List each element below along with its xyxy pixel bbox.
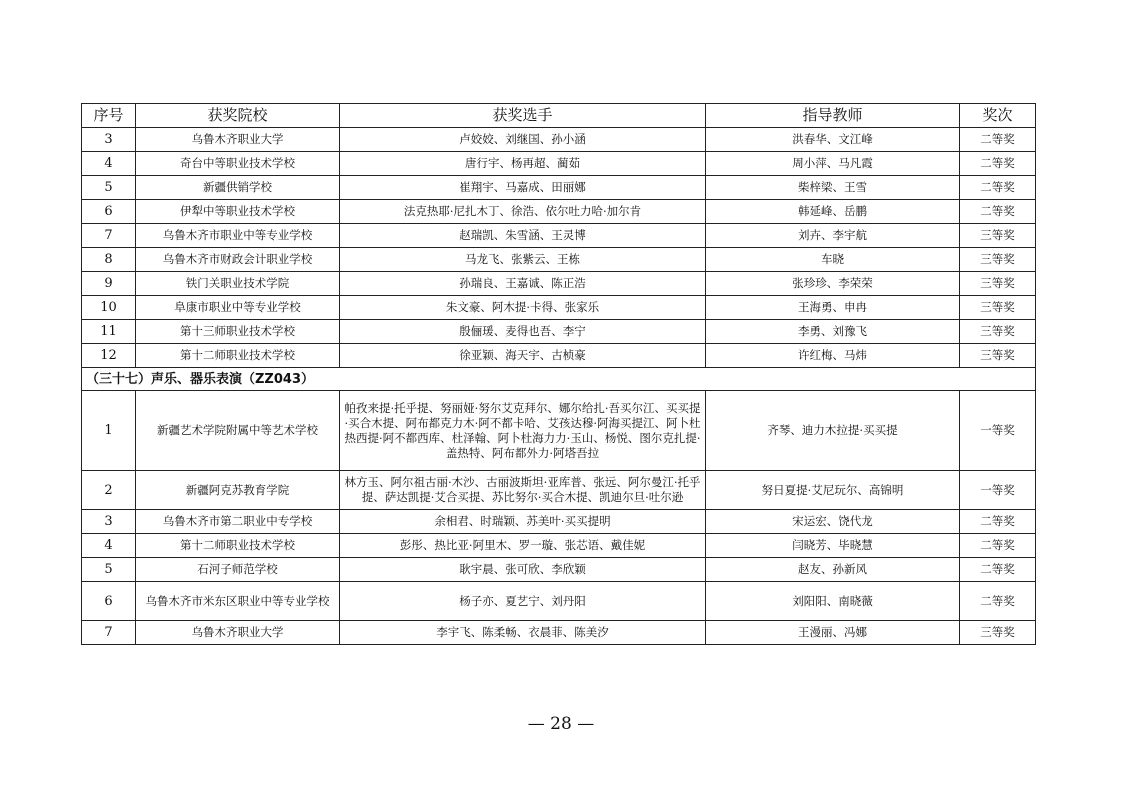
cell-award: 三等奖 — [960, 296, 1036, 320]
cell-players: 彭彤、热比亚·阿里木、罗一璇、张芯语、戴佳妮 — [340, 534, 706, 558]
cell-school: 乌鲁木齐市第二职业中专学校 — [136, 510, 340, 534]
cell-no: 4 — [82, 534, 136, 558]
cell-players: 杨子亦、夏艺宁、刘丹阳 — [340, 582, 706, 621]
cell-no: 9 — [82, 272, 136, 296]
cell-school: 石河子师范学校 — [136, 558, 340, 582]
header-no: 序号 — [82, 104, 136, 128]
cell-players: 耿宇晨、张可欣、李欣颖 — [340, 558, 706, 582]
cell-school: 新疆阿克苏教育学院 — [136, 471, 340, 510]
header-school: 获奖院校 — [136, 104, 340, 128]
table-row — [82, 510, 1036, 534]
cell-no: 6 — [82, 582, 136, 621]
cell-school: 乌鲁木齐职业大学 — [136, 128, 340, 152]
table-row — [82, 621, 1036, 645]
table-row — [82, 320, 1036, 344]
cell-no: 4 — [82, 152, 136, 176]
cell-players: 法克热耶·尼扎木丁、徐浩、依尔吐力哈·加尔肯 — [340, 200, 706, 224]
cell-players: 赵瑞凯、朱雪涵、王灵博 — [340, 224, 706, 248]
cell-award: 二等奖 — [960, 510, 1036, 534]
table-row — [82, 152, 1036, 176]
cell-school: 阜康市职业中等专业学校 — [136, 296, 340, 320]
cell-school: 乌鲁木齐职业大学 — [136, 621, 340, 645]
cell-award: 一等奖 — [960, 391, 1036, 471]
cell-award: 三等奖 — [960, 272, 1036, 296]
cell-teachers: 闫晓芳、毕晓慧 — [706, 534, 960, 558]
cell-award: 二等奖 — [960, 176, 1036, 200]
cell-no: 3 — [82, 510, 136, 534]
page-number: — 28 — — [527, 714, 595, 734]
awards-table — [81, 103, 1036, 645]
cell-players: 李宇飞、陈柔畅、衣晨菲、陈美汐 — [340, 621, 706, 645]
cell-teachers: 宋运宏、饶代龙 — [706, 510, 960, 534]
cell-award: 二等奖 — [960, 152, 1036, 176]
cell-school: 第十二师职业技术学校 — [136, 344, 340, 368]
cell-no: 12 — [82, 344, 136, 368]
table-row — [82, 296, 1036, 320]
cell-school: 铁门关职业技术学院 — [136, 272, 340, 296]
table-row — [82, 558, 1036, 582]
cell-award: 三等奖 — [960, 248, 1036, 272]
cell-award: 二等奖 — [960, 200, 1036, 224]
cell-players: 孙瑞良、王嘉诚、陈正浩 — [340, 272, 706, 296]
table-header-row — [82, 104, 1036, 128]
table-row — [82, 272, 1036, 296]
cell-award: 三等奖 — [960, 344, 1036, 368]
cell-school: 第十三师职业技术学校 — [136, 320, 340, 344]
cell-teachers: 努日夏提·艾尼玩尔、高锦明 — [706, 471, 960, 510]
cell-teachers: 韩延峰、岳鹏 — [706, 200, 960, 224]
cell-no: 1 — [82, 391, 136, 471]
cell-award: 二等奖 — [960, 128, 1036, 152]
header-award: 奖次 — [960, 104, 1036, 128]
cell-school: 乌鲁木齐市职业中等专业学校 — [136, 224, 340, 248]
table-row — [82, 391, 1036, 471]
table-row — [82, 224, 1036, 248]
cell-award: 一等奖 — [960, 471, 1036, 510]
header-players: 获奖选手 — [340, 104, 706, 128]
cell-school: 乌鲁木齐市财政会计职业学校 — [136, 248, 340, 272]
table-row — [82, 176, 1036, 200]
cell-teachers: 刘阳阳、南晓薇 — [706, 582, 960, 621]
cell-players: 崔翔宇、马嘉成、田丽娜 — [340, 176, 706, 200]
cell-teachers: 王漫丽、冯娜 — [706, 621, 960, 645]
cell-no: 2 — [82, 471, 136, 510]
cell-teachers: 洪春华、文江峰 — [706, 128, 960, 152]
cell-teachers: 刘卉、李宇航 — [706, 224, 960, 248]
cell-players: 朱文豪、阿木提·卡得、张家乐 — [340, 296, 706, 320]
cell-players: 唐行宇、杨再超、蔺茹 — [340, 152, 706, 176]
cell-no: 10 — [82, 296, 136, 320]
cell-teachers: 齐琴、迪力木拉提·买买提 — [706, 391, 960, 471]
header-teachers: 指导教师 — [706, 104, 960, 128]
cell-players: 林方玉、阿尔祖古丽·木沙、古丽波斯坦·亚库普、张远、阿尔曼江·托乎提、萨达凯提·艾合买提、苏比努尔·买合木提、凯迪尔旦·吐尔逊 — [340, 471, 706, 510]
cell-players: 徐亚颖、海天宇、古桢豪 — [340, 344, 706, 368]
cell-no: 6 — [82, 200, 136, 224]
table-row — [82, 471, 1036, 510]
cell-award: 三等奖 — [960, 224, 1036, 248]
cell-teachers: 车晓 — [706, 248, 960, 272]
cell-school: 第十二师职业技术学校 — [136, 534, 340, 558]
cell-no: 5 — [82, 176, 136, 200]
cell-school: 新疆艺术学院附属中等艺术学校 — [136, 391, 340, 471]
cell-players: 殷俪瑗、麦得也吾、李宁 — [340, 320, 706, 344]
table-row — [82, 534, 1036, 558]
cell-teachers: 张珍珍、李荣荣 — [706, 272, 960, 296]
cell-award: 二等奖 — [960, 582, 1036, 621]
table-row — [82, 200, 1036, 224]
cell-no: 11 — [82, 320, 136, 344]
cell-no: 3 — [82, 128, 136, 152]
section-row — [82, 368, 1036, 391]
cell-school: 乌鲁木齐市米东区职业中等专业学校 — [136, 582, 340, 621]
table-row — [82, 344, 1036, 368]
table-row — [82, 582, 1036, 621]
cell-teachers: 李勇、刘豫飞 — [706, 320, 960, 344]
cell-players: 马龙飞、张紫云、王栋 — [340, 248, 706, 272]
cell-award: 三等奖 — [960, 621, 1036, 645]
cell-players: 余相君、时瑞颖、苏美叶·买买提明 — [340, 510, 706, 534]
cell-award: 二等奖 — [960, 558, 1036, 582]
cell-players: 卢姣姣、刘继国、孙小涵 — [340, 128, 706, 152]
cell-school: 新疆供销学校 — [136, 176, 340, 200]
cell-no: 7 — [82, 224, 136, 248]
cell-players: 帕孜来提·托乎提、努丽娅·努尔艾克拜尔、娜尔给扎·吾买尔江、买买提·买合木提、阿布都克力木·阿不都卡哈、艾孩达穆·阿海买提江、阿卜杜热西提·阿不都西库、杜泽翰、阿卜杜海力力·玉山、杨悦、图尔克扎提·盖热特、阿布都外力·阿塔吾拉 — [340, 391, 706, 471]
cell-school: 奇台中等职业技术学校 — [136, 152, 340, 176]
cell-teachers: 许红梅、马炜 — [706, 344, 960, 368]
cell-no: 5 — [82, 558, 136, 582]
cell-teachers: 王海勇、申冉 — [706, 296, 960, 320]
cell-award: 二等奖 — [960, 534, 1036, 558]
cell-teachers: 赵友、孙新风 — [706, 558, 960, 582]
cell-school: 伊犁中等职业技术学校 — [136, 200, 340, 224]
cell-award: 三等奖 — [960, 320, 1036, 344]
table-row — [82, 248, 1036, 272]
table-row — [82, 128, 1036, 152]
cell-no: 8 — [82, 248, 136, 272]
cell-no: 7 — [82, 621, 136, 645]
section-title: （三十七）声乐、器乐表演（ZZ043） — [82, 368, 1036, 391]
cell-teachers: 柴梓梁、王雪 — [706, 176, 960, 200]
cell-teachers: 周小萍、马凡霞 — [706, 152, 960, 176]
